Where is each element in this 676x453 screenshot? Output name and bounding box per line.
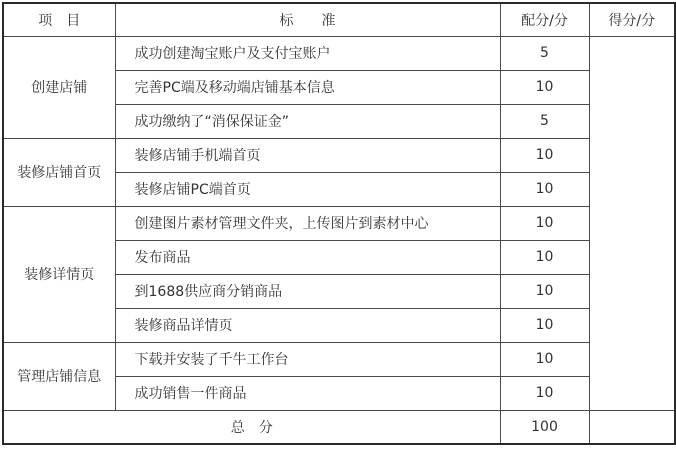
group-name: 管理店铺信息 (3, 342, 115, 410)
score-table (2, 2, 676, 445)
group-name: 创建店铺 (3, 36, 115, 138)
points-cell: 10 (500, 274, 589, 308)
score-cell[interactable] (589, 36, 675, 410)
standard-cell: 装修商品详情页 (115, 308, 500, 342)
points-cell: 10 (500, 138, 589, 172)
points-cell: 10 (500, 342, 589, 376)
total-row (3, 410, 675, 444)
standard-cell: 到1688供应商分销商品 (115, 274, 500, 308)
points-cell: 10 (500, 308, 589, 342)
header-row (3, 3, 675, 36)
header-points: 配分/分 (500, 3, 589, 36)
standard-cell: 装修店铺PC端首页 (115, 172, 500, 206)
points-cell: 10 (500, 376, 589, 410)
standard-cell: 完善PC端及移动端店铺基本信息 (115, 70, 500, 104)
standard-cell: 成功销售一件商品 (115, 376, 500, 410)
points-cell: 10 (500, 70, 589, 104)
standard-cell: 创建图片素材管理文件夹，上传图片到素材中心 (115, 206, 500, 240)
total-score-cell[interactable] (589, 410, 675, 444)
standard-cell: 成功创建淘宝账户及支付宝账户 (115, 36, 500, 70)
table-row (3, 206, 675, 240)
group-name: 装修详情页 (3, 206, 115, 342)
standard-cell: 成功缴纳了“消保保证金” (115, 104, 500, 138)
group-name: 装修店铺首页 (3, 138, 115, 206)
standard-cell: 下载并安装了千牛工作台 (115, 342, 500, 376)
points-cell: 10 (500, 240, 589, 274)
points-cell: 5 (500, 36, 589, 70)
header-standard: 标 准 (115, 3, 500, 36)
header-score: 得分/分 (589, 3, 675, 36)
points-cell: 10 (500, 206, 589, 240)
header-item: 项 目 (3, 3, 115, 36)
total-label: 总 分 (3, 410, 500, 444)
points-cell: 10 (500, 172, 589, 206)
total-points: 100 (500, 410, 589, 444)
table-row (3, 36, 675, 70)
standard-cell: 发布商品 (115, 240, 500, 274)
table-row (3, 342, 675, 376)
points-cell: 5 (500, 104, 589, 138)
table-row (3, 138, 675, 172)
standard-cell: 装修店铺手机端首页 (115, 138, 500, 172)
